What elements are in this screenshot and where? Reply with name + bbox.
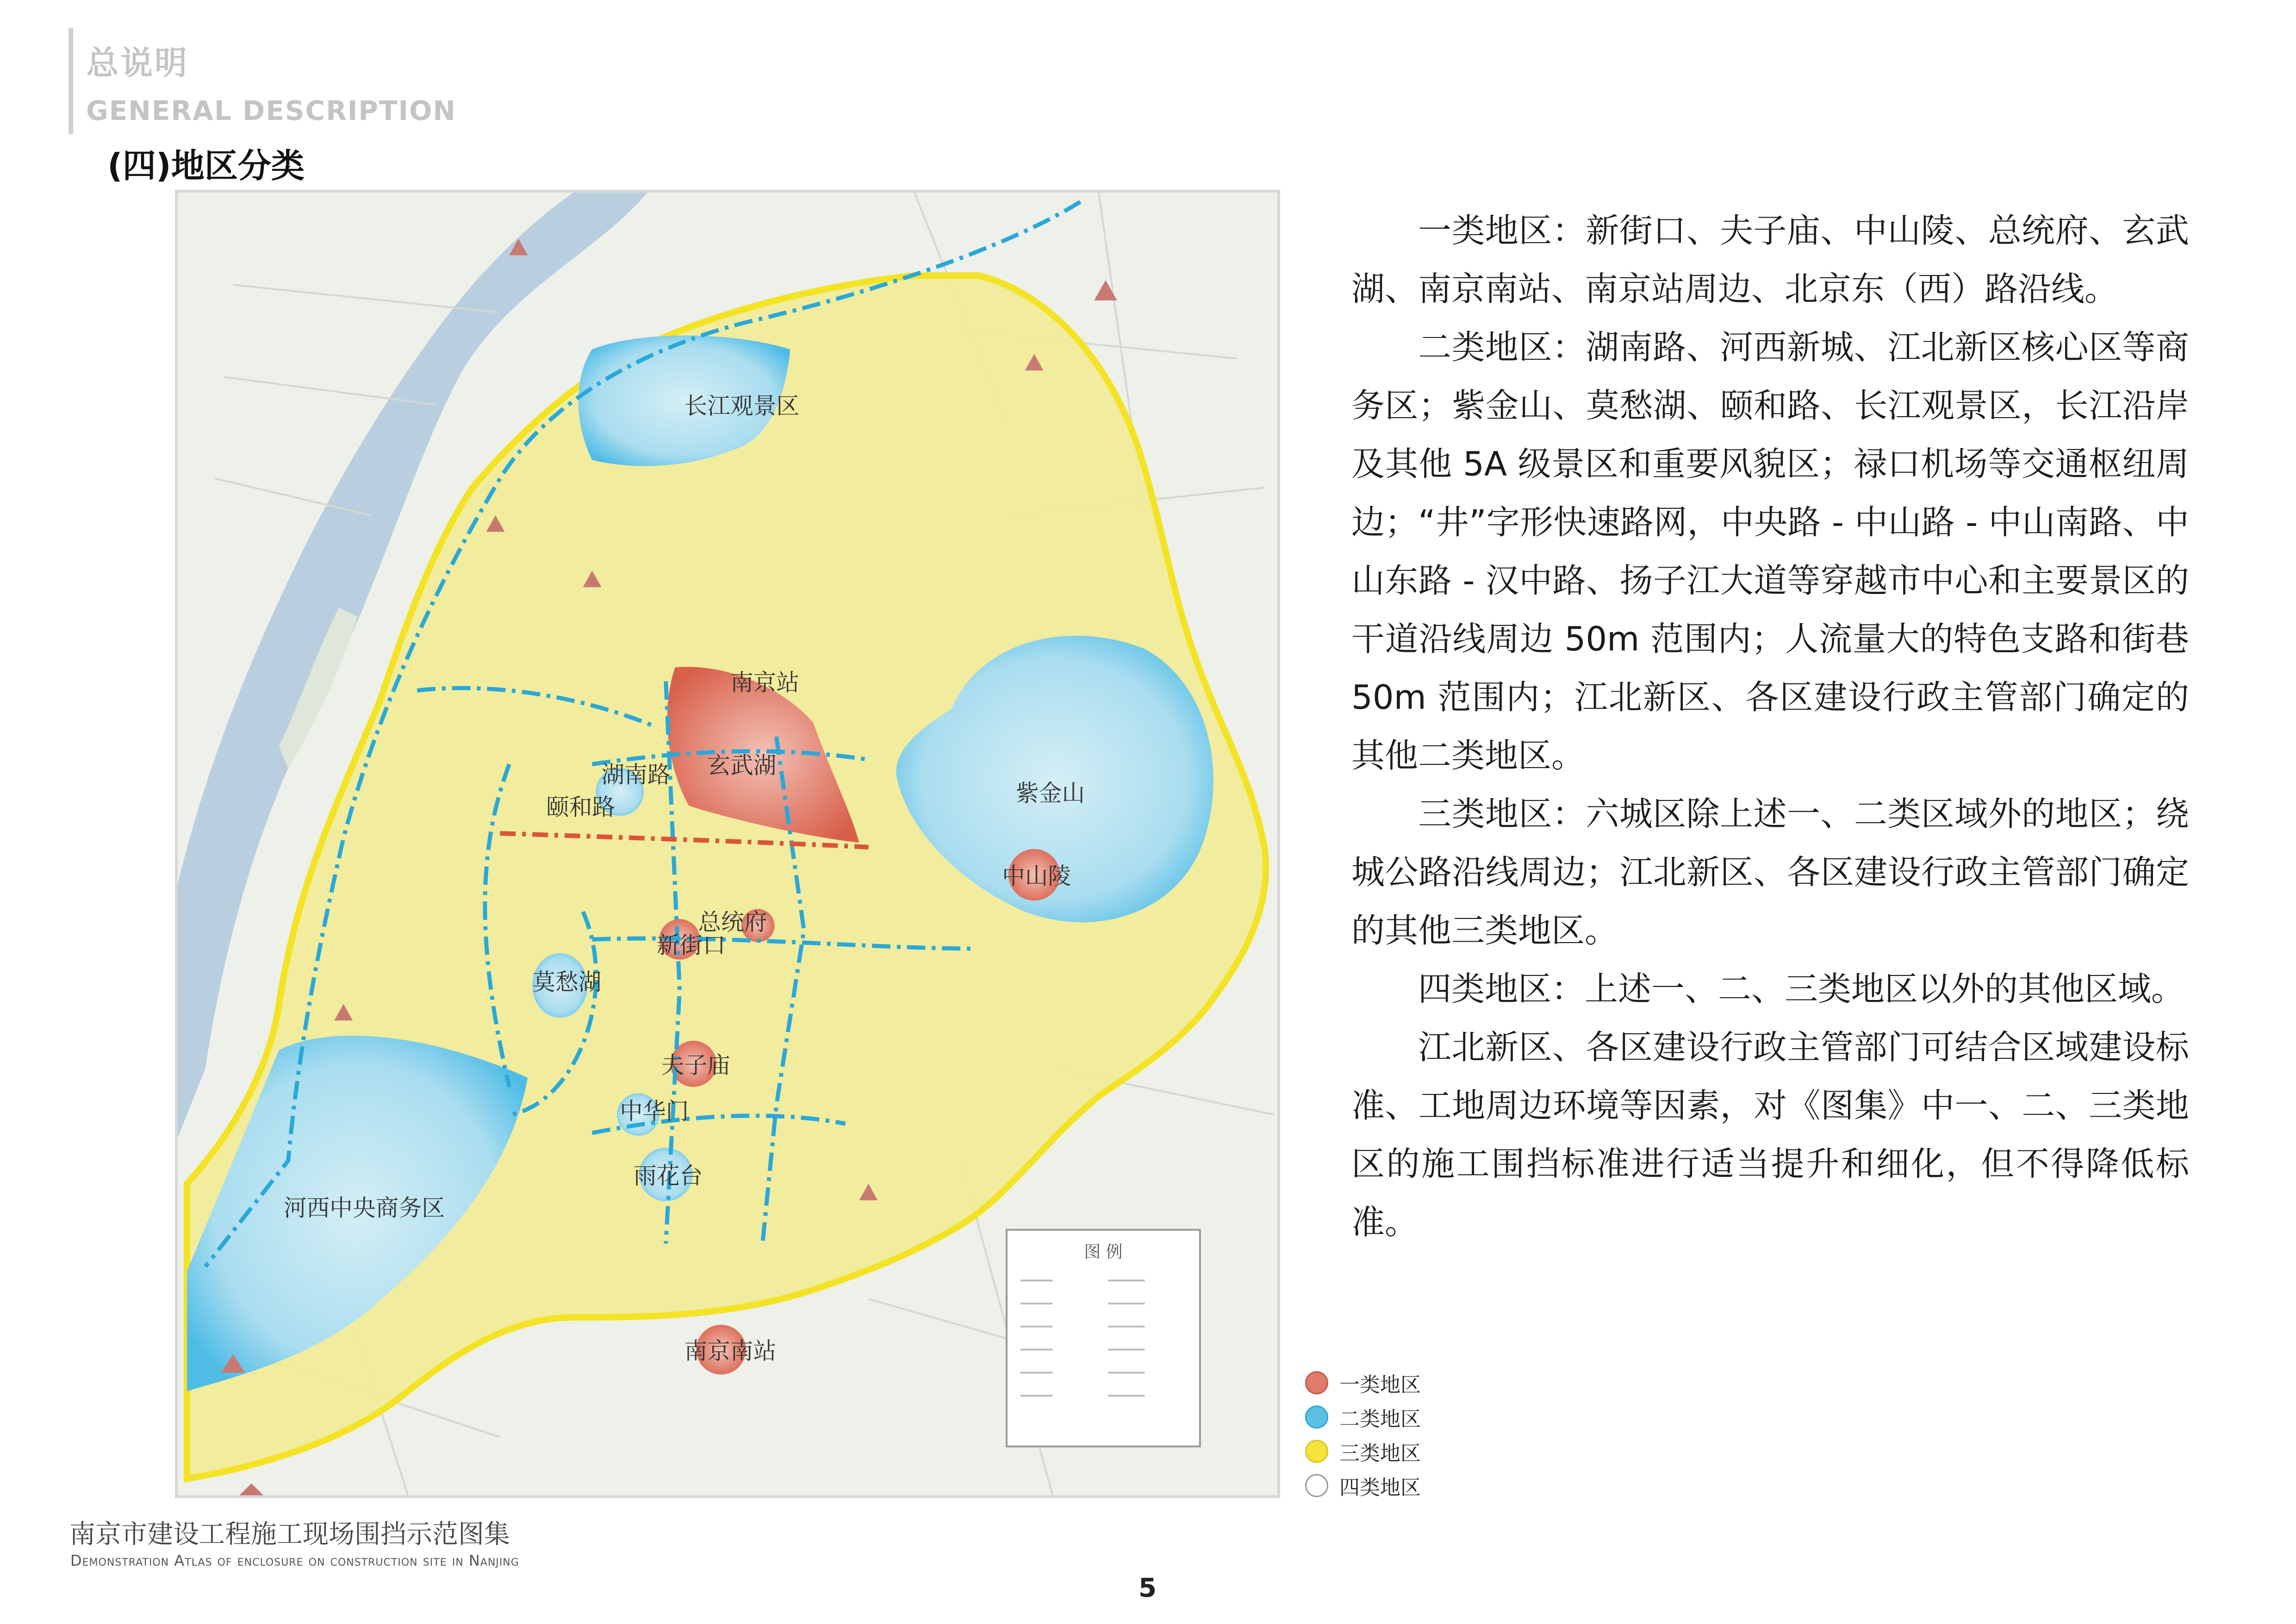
paragraph-adjustment: 江北新区、各区建设行政主管部门可结合区域建设标准、工地周边环境等因素，对《图集》中一、二、三类地区的施工围挡标准进行适当提升和细化，但不得降低标准。 bbox=[1351, 1028, 2189, 1242]
legend-item-class4 bbox=[1305, 1468, 1421, 1503]
legend-swatch-class1 bbox=[1305, 1371, 1328, 1394]
inset-legend-title: 图 例 bbox=[1084, 1243, 1123, 1262]
label-hunanlu: 湖南路 bbox=[601, 761, 671, 788]
paragraph-class1: 一类地区：新街口、夫子庙、中山陵、总统府、玄武湖、南京南站、南京站周边、北京东（西）路沿线。 bbox=[1351, 211, 2189, 308]
label-zhongshanling: 中山陵 bbox=[1002, 862, 1071, 890]
label-zijinshan: 紫金山 bbox=[1015, 780, 1085, 807]
header-accent-bar bbox=[68, 28, 73, 134]
legend-label-class4: 四类地区 bbox=[1339, 1476, 1421, 1499]
label-nanjingzhan: 南京站 bbox=[730, 669, 800, 696]
label-hexi: 河西中央商务区 bbox=[283, 1194, 445, 1222]
label-fuzimiao: 夫子庙 bbox=[661, 1051, 730, 1079]
legend-swatch-class4 bbox=[1305, 1474, 1328, 1497]
map-inset-legend bbox=[1007, 1230, 1200, 1446]
district-map bbox=[175, 190, 1280, 1498]
classification-description bbox=[1351, 201, 2189, 1251]
label-xuanwuhu: 玄武湖 bbox=[707, 752, 777, 779]
footer-title-cn: 南京市建设工程施工现场围挡示范图集 bbox=[69, 1519, 510, 1549]
label-yihelu: 颐和路 bbox=[546, 793, 616, 821]
map-svg bbox=[178, 193, 1277, 1495]
paragraph-class2: 二类地区：湖南路、河西新城、江北新区核心区等商务区；紫金山、莫愁湖、颐和路、长江观景区，长江沿岸及其他 5A 级景区和重要风貌区；禄口机场等交通枢纽周边；“井”字形快速路网，中央路 - 中山路 - 中山南路、中山东路 - 汉中路、扬子江大道等穿越市中心和主要景区的干道沿线周边 50m 范围内；人流量大的特色支路和街巷 50m 范围内；江北新区、各区建设行政主管部门确定的其他二类地区。 bbox=[1351, 328, 2189, 775]
legend-item-class1 bbox=[1305, 1366, 1421, 1400]
label-xinjiekou: 新街口 bbox=[656, 931, 726, 959]
label-nanjingnanzhan: 南京南站 bbox=[684, 1337, 777, 1365]
label-zhonghuamen: 中华门 bbox=[620, 1098, 689, 1125]
zone-legend bbox=[1305, 1366, 1421, 1503]
legend-item-class3 bbox=[1305, 1434, 1421, 1468]
legend-label-class3: 三类地区 bbox=[1339, 1442, 1421, 1465]
paragraph-class4: 四类地区：上述一、二、三类地区以外的其他区域。 bbox=[1418, 969, 2185, 1008]
legend-label-class1: 一类地区 bbox=[1339, 1373, 1421, 1397]
header-subtitle: GENERAL DESCRIPTION bbox=[86, 95, 456, 126]
label-changjiang: 长江观景区 bbox=[684, 392, 800, 419]
section-heading: (四)地区分类 bbox=[107, 146, 305, 185]
paragraph-class3: 三类地区：六城区除上述一、二类区域外的地区；绕城公路沿线周边；江北新区、各区建设行政主管部门确定的其他三类地区。 bbox=[1351, 794, 2189, 950]
header-title: 总说明 bbox=[86, 44, 189, 82]
label-yuhuatai: 雨花台 bbox=[634, 1162, 703, 1189]
legend-item-class2 bbox=[1305, 1400, 1421, 1434]
legend-label-class2: 二类地区 bbox=[1339, 1407, 1421, 1431]
footer-title-en: Demonstration Atlas of enclosure on construction site in Nanjing bbox=[70, 1552, 519, 1569]
page-number: 5 bbox=[1139, 1573, 1157, 1603]
legend-swatch-class3 bbox=[1305, 1440, 1328, 1463]
legend-swatch-class2 bbox=[1305, 1405, 1328, 1429]
label-zongtongfu: 总统府 bbox=[698, 909, 767, 936]
label-mochouhu: 莫愁湖 bbox=[532, 968, 602, 996]
